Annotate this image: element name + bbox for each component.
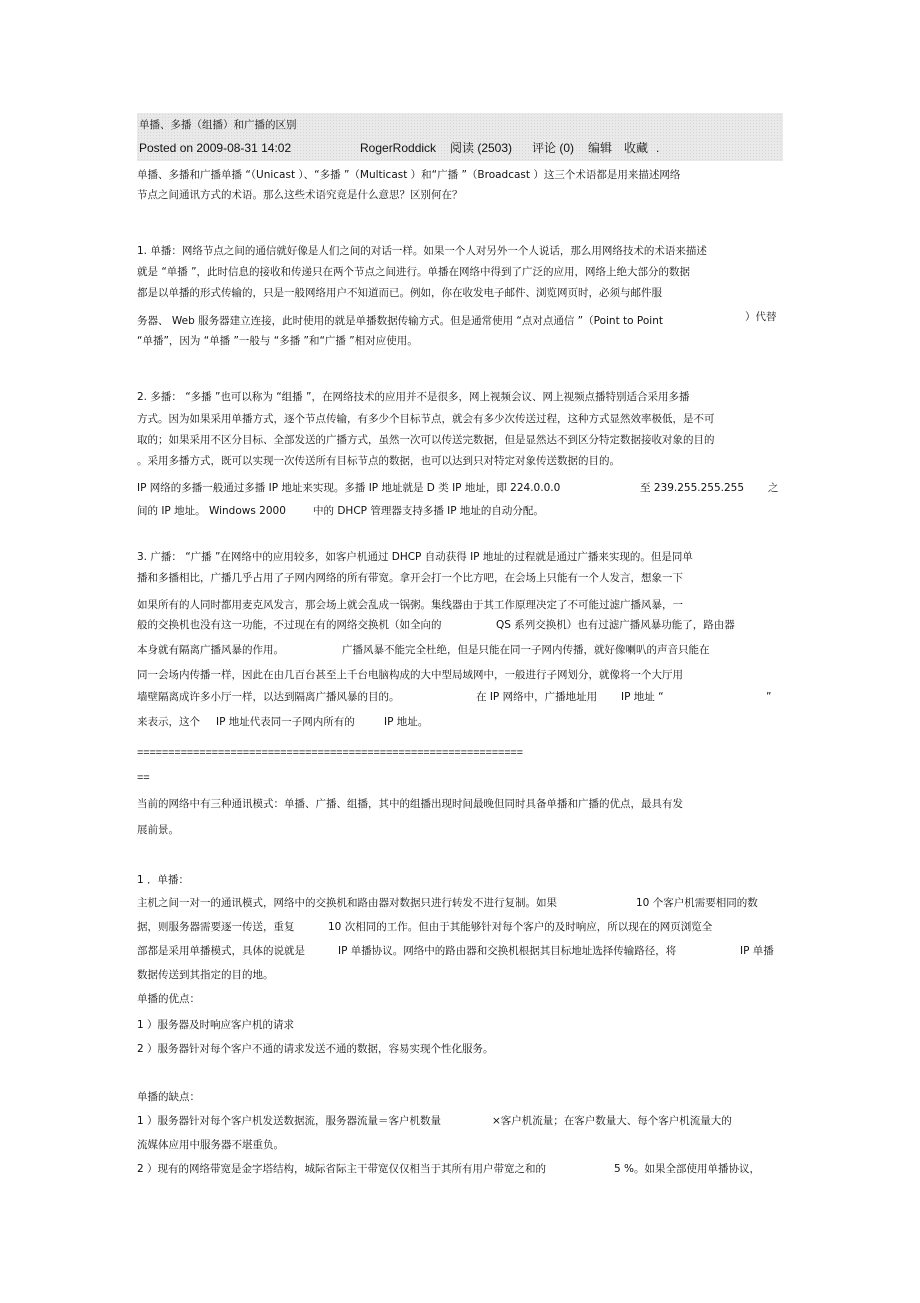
section-heading: 1 ．单播：: [137, 874, 190, 886]
author-link[interactable]: RogerRoddick: [360, 141, 437, 155]
unicast-line: 都是以单播的形式传输的，只是一般网络用户不知道而已。例如，你在收发电子邮件、浏览网页时，必须与邮件服: [137, 287, 662, 299]
cons-item: 1 ）服务器针对每个客户机发送数据流，服务器流量＝客户机数量: [137, 1115, 442, 1127]
multicast-line: 取的；如果采用不区分目标、全部发送的广播方式，虽然一次可以传送完数据，但是显然达不到区分特定数据接收对象的目的: [137, 434, 715, 446]
broadcast-line: QS 系列交换机）也有过滤广播风暴功能了，路由器: [496, 619, 735, 631]
cons-item: 2 ）现有的网络带宽是金字塔结构，城际省际主干带宽仅仅相当于其所有用户带宽之和的: [137, 1163, 547, 1175]
unicast2-line: 10 次相同的工作。但由于其能够针对每个客户的及时响应，所以现在的网页浏览全: [328, 921, 713, 933]
pros-title: 单播的优点：: [137, 993, 200, 1005]
unicast-line: ）代替: [745, 311, 777, 323]
post-title: 单播、多播（组播）和广播的区别: [139, 119, 297, 131]
multicast-line: 之: [768, 482, 779, 494]
separator-line: ==: [137, 772, 150, 784]
cons-item: ×客户机流量；在客户数量大、每个客户机流量大的: [492, 1115, 732, 1127]
separator-line: ==============================================================: [137, 747, 523, 759]
broadcast-line: 如果所有的人同时都用麦克风发言，那会场上就会乱成一锅粥。集线器由于其工作原理决定了不可能过滤广播风暴，一: [137, 599, 683, 611]
pros-item: 1 ）服务器及时响应客户机的请求: [137, 1019, 295, 1031]
multicast-line: 方式。因为如果采用单播方式，逐个节点传输，有多少个目标节点，就会有多少次传送过程，这种方式显然效率极低，是不可: [137, 413, 715, 425]
unicast2-line: 据，则服务器需要逐一传送，重复: [137, 921, 295, 933]
multicast-line: 中的 DHCP 管理器支持多播 IP 地址的自动分配。: [313, 505, 544, 517]
read-count: 阅读 (2503): [450, 141, 513, 155]
unicast2-line: 10 个客户机需要相同的数: [636, 897, 758, 909]
cons-item: 流媒体应用中服务器不堪重负。: [137, 1139, 284, 1151]
broadcast-line: 播和多播相比，广播几乎占用了子网内网络的所有带宽。拿开会打一个比方吧，在会场上只能有一个人发言，想象一下: [137, 572, 683, 584]
broadcast-line: 墙壁隔离成许多小厅一样，以达到隔离广播风暴的目的。: [137, 691, 400, 703]
edit-link[interactable]: 编辑: [588, 141, 613, 155]
unicast-line: 务器、 Web 服务器建立连接，此时使用的就是单播数据传输方式。但是通常使用 “点对点通信 ”（Point to Point: [137, 315, 663, 327]
summary-line: 展前景。: [137, 824, 179, 836]
multicast-line: 2. 多播： “多播 ”也可以称为 “组播 ”，在网络技术的应用并不是很多，网上视频会议、网上视频点播特别适合采用多播: [137, 391, 690, 403]
unicast-line: 1. 单播：网络节点之间的通信就好像是人们之间的对话一样。如果一个人对另外一个人说话，那么用网络技术的术语来描述: [137, 245, 707, 257]
broadcast-line: 本身就有隔离广播风暴的作用。: [137, 644, 284, 656]
multicast-line: 至 239.255.255.255: [640, 482, 745, 494]
cons-title: 单播的缺点：: [137, 1091, 200, 1103]
unicast2-line: 部都是采用单播模式，具体的说就是: [137, 945, 305, 957]
unicast2-line: 主机之间一对一的通讯模式，网络中的交换机和路由器对数据只进行转发不进行复制。如果: [137, 897, 557, 909]
broadcast-line: 在 IP 网络中，广播地址用: [476, 691, 598, 703]
multicast-line: IP 网络的多播一般通过多播 IP 地址来实现。多播 IP 地址就是 D 类 IP 地址，即 224.0.0.0: [137, 482, 561, 494]
unicast-line: 就是 “单播 ”，此时信息的接收和传递只在两个节点之间进行。单播在网络中得到了广泛的应用，网络上绝大部分的数据: [137, 266, 691, 278]
cons-item: 5 %。如果全部使用单播协议，: [614, 1163, 760, 1175]
unicast2-line: 数据传送到其指定的目的地。: [137, 969, 274, 981]
summary-line: 当前的网络中有三种通讯模式：单播、广播、组播，其中的组播出现时间最晚但同时具备单播和广播的优点，最具有发: [137, 798, 683, 810]
intro-line: 单播、多播和广播单播 “（Unicast ）、“多播 ”（Multicast ）和“广播 ”（Broadcast ）这三个术语都是用来描述网络: [137, 169, 681, 181]
unicast2-line: IP 单播协议。网络中的路由器和交换机根据其目标地址选择传输路径，将: [338, 945, 677, 957]
favorite-link[interactable]: 收藏: [624, 141, 649, 155]
broadcast-line: 3. 广播： “广播 ”在网络中的应用较多，如客户机通过 DHCP 自动获得 IP 地址的过程就是通过广播来实现的。但是同单: [137, 551, 693, 563]
meta-dot: .: [656, 141, 660, 155]
broadcast-line: ”: [766, 691, 772, 703]
unicast2-line: IP 单播: [740, 945, 774, 957]
broadcast-line: 般的交换机也没有这一功能，不过现在有的网络交换机（如全向的: [137, 619, 442, 631]
posted-date: Posted on 2009-08-31 14:02: [139, 141, 292, 155]
broadcast-line: IP 地址代表同一子网内所有的: [216, 716, 355, 728]
broadcast-line: 广播风暴不能完全杜绝，但是只能在同一子网内传播，就好像喇叭的声音只能在: [342, 644, 710, 656]
pros-item: 2 ）服务器针对每个客户不通的请求发送不通的数据，容易实现个性化服务。: [137, 1043, 494, 1055]
broadcast-line: IP 地址。: [384, 716, 429, 728]
broadcast-line: 来表示，这个: [137, 716, 200, 728]
comments-link[interactable]: 评论 (0): [532, 141, 575, 155]
intro-line: 节点之间通讯方式的术语。那么这些术语究竟是什么意思？区别何在？: [137, 189, 463, 201]
multicast-line: 间的 IP 地址。 Windows 2000: [137, 505, 286, 517]
unicast-line: “单播”，因为 “单播 ”一般与 “多播 ”和“广播 ”相对应使用。: [137, 335, 418, 347]
broadcast-line: IP 地址 “: [621, 691, 664, 703]
multicast-line: 。采用多播方式，既可以实现一次传送所有目标节点的数据，也可以达到只对特定对象传送数据的目的。: [137, 455, 620, 467]
broadcast-line: 同一会场内传播一样，因此在由几百台甚至上千台电脑构成的大中型局域网中，一般进行子网划分，就像将一个大厅用: [137, 669, 683, 681]
